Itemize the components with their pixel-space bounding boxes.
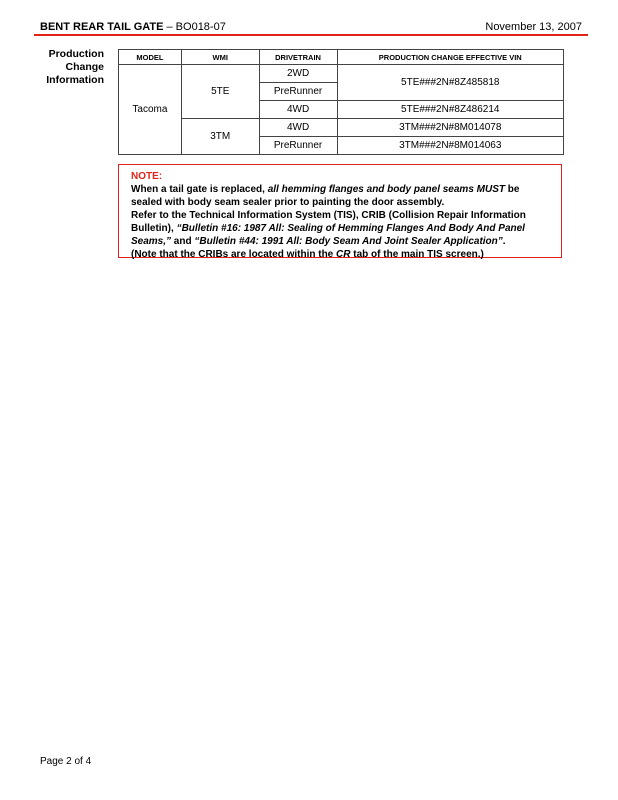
drivetrain-cell: PreRunner [259,137,337,155]
table-row [119,119,564,137]
note-box [118,164,562,258]
note-text: and [171,236,195,247]
bulletin-44-reference: “Bulletin #44: 1991 All: Body Seam And Joint Sealer Application” [194,236,503,247]
note-paragraph [131,209,549,248]
page-number: Page 2 of 4 [40,756,92,767]
note-text: tab of the main TIS screen.) [350,249,484,260]
header-divider [34,34,588,36]
vin-cell: 3TM###2N#8M014063 [337,137,564,155]
drivetrain-cell: PreRunner [259,83,337,101]
note-paragraph [131,248,549,261]
vin-cell: 5TE###2N#8Z485818 [337,65,564,101]
drivetrain-cell: 2WD [259,65,337,83]
vin-cell: 3TM###2N#8M014078 [337,119,564,137]
note-emphasis: CR [336,249,351,260]
table-header-row [119,50,564,65]
drivetrain-cell: 4WD [259,101,337,119]
note-text: When a tail gate is replaced, [131,184,268,195]
column-header-drivetrain: DRIVETRAIN [259,50,337,65]
column-header-vin: PRODUCTION CHANGE EFFECTIVE VIN [337,50,564,65]
vin-cell: 5TE###2N#8Z486214 [337,101,564,119]
column-header-model: MODEL [119,50,182,65]
production-change-table [118,49,564,155]
note-text: Refer to the Technical Information System (TIS), CRIB (Collision Repair Information Bulletin), [131,210,526,234]
section-label-line: Information [46,74,104,86]
drivetrain-cell: 4WD [259,119,337,137]
wmi-cell: 5TE [181,65,259,119]
wmi-cell: 3TM [181,119,259,155]
section-label [34,48,104,87]
note-text: . [502,236,506,247]
section-label-line: Production [48,48,104,60]
model-cell: Tacoma [119,65,182,155]
bulletin-16-reference: “Bulletin #16: 1987 All: Sealing of Hemming Flanges And Body And Panel Seams,” [131,223,525,247]
table-row [119,65,564,83]
document-title: BENT REAR TAIL GATE [40,21,164,33]
page-header [40,20,582,34]
bulletin-code: – BO018-07 [163,21,226,33]
column-header-wmi: WMI [181,50,259,65]
note-title: NOTE: [131,171,163,182]
note-text: be sealed with body seam sealer prior to painting the door assembly. [131,184,520,208]
note-paragraph [131,183,549,209]
document-date: November 13, 2007 [485,21,582,33]
note-emphasis: all hemming flanges and body panel seams MUST [267,184,505,195]
section-label-line: Change [65,61,104,73]
note-text: (Note that the CRIBs are located within the [131,249,337,260]
